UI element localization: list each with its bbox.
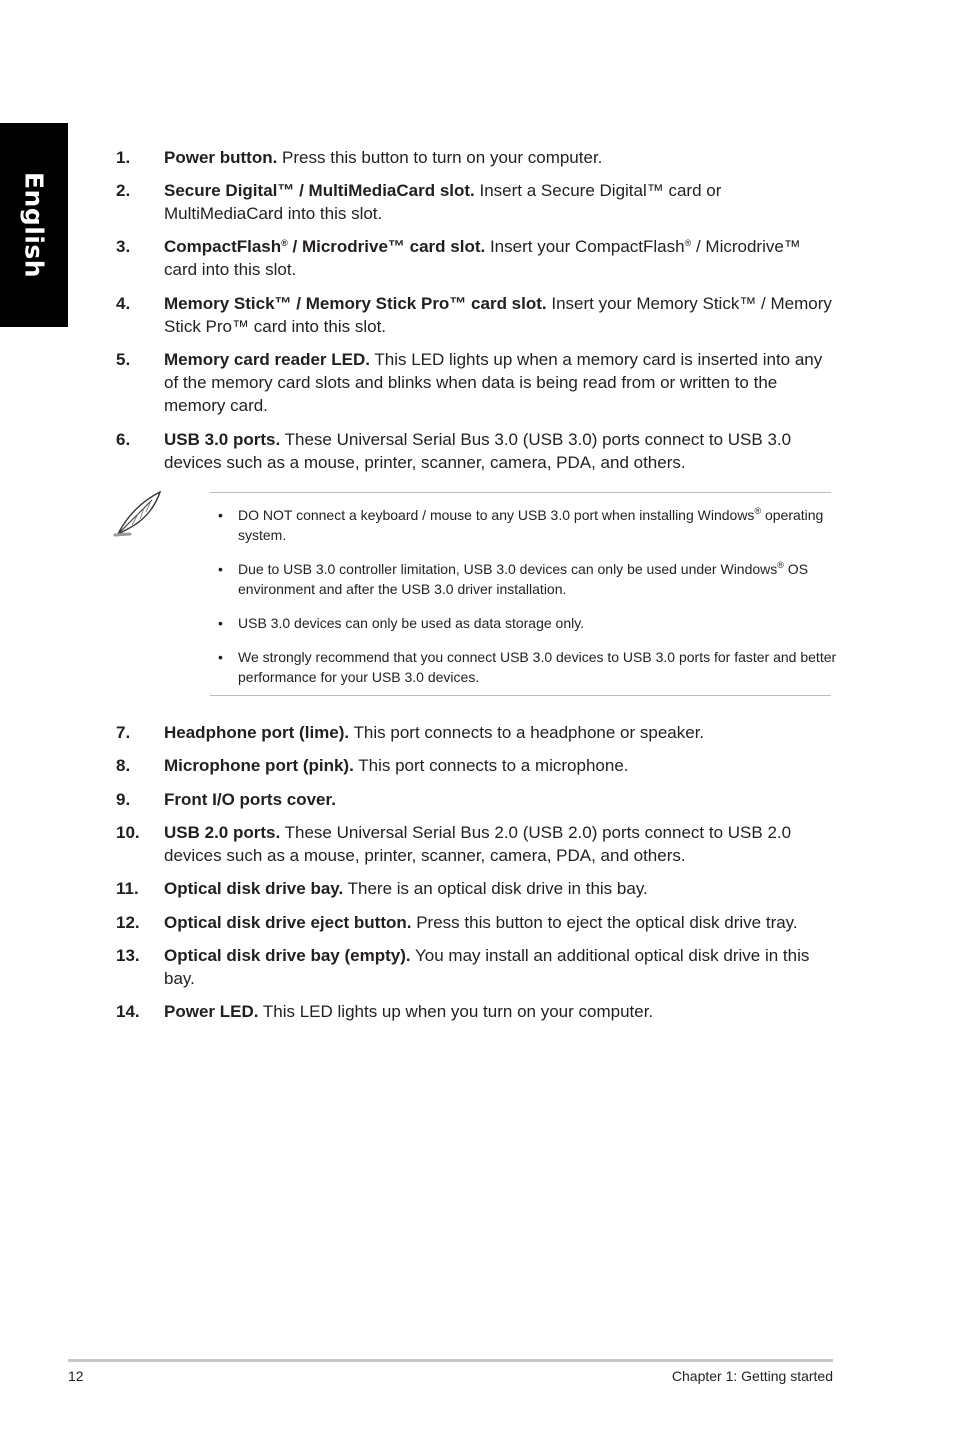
list-item: 13. Optical disk drive bay (empty). You may install an additional optical disk drive in this bay.	[116, 946, 810, 988]
list-item: 1. Power button. Press this button to turn on your computer.	[116, 148, 603, 167]
chapter-title: Chapter 1: Getting started	[671, 1368, 833, 1384]
list-item: 5. Memory card reader LED. This LED lights up when a memory card is inserted into any of the memory card slots and blinks when data is being read from or written to the memory card.	[116, 350, 823, 415]
list-item: 7. Headphone port (lime). This port connects to a headphone or speaker.	[116, 723, 705, 742]
list-item: 3. CompactFlash® / Microdrive™ card slot. Insert your CompactFlash® / Microdrive™ card into this slot.	[116, 237, 801, 279]
note-item: • DO NOT connect a keyboard / mouse to any USB 3.0 port when installing Windows® operating system.	[218, 506, 824, 543]
page-number: 12	[68, 1368, 84, 1384]
note-item: • Due to USB 3.0 controller limitation, USB 3.0 devices can only be used under Windows® OS environment and after the USB 3.0 driver installation.	[218, 560, 809, 597]
list-item: 2. Secure Digital™ / MultiMediaCard slot. Insert a Secure Digital™ card or MultiMediaCard into this slot.	[116, 181, 722, 223]
footer-divider	[68, 1359, 833, 1362]
usb3-note-box	[210, 492, 837, 696]
list-item: 11. Optical disk drive bay. There is an optical disk drive in this bay.	[116, 879, 648, 898]
note-item: • USB 3.0 devices can only be used as data storage only.	[218, 615, 585, 631]
list-item: 8. Microphone port (pink). This port connects to a microphone.	[116, 756, 629, 775]
note-item: • We strongly recommend that you connect USB 3.0 devices to USB 3.0 ports for faster and better performance for your USB 3.0 devices.	[218, 649, 837, 685]
language-tab-label: English	[19, 171, 49, 279]
list-item: 4. Memory Stick™ / Memory Stick Pro™ card slot. Insert your Memory Stick™ / Memory Stick Pro™ card into this slot.	[116, 294, 832, 336]
list-item: 12. Optical disk drive eject button. Press this button to eject the optical disk drive tray.	[116, 913, 798, 932]
list-item: 10. USB 2.0 ports. These Universal Serial Bus 2.0 (USB 2.0) ports connect to USB 2.0 devices such as a mouse, printer, scanner, camera, PDA, and others.	[116, 823, 792, 865]
list-item: 14. Power LED. This LED lights up when you turn on your computer.	[116, 1002, 654, 1021]
language-tab	[0, 123, 68, 327]
list-item: 6. USB 3.0 ports. These Universal Serial Bus 3.0 (USB 3.0) ports connect to USB 3.0 devices such as a mouse, printer, scanner, camera, PDA, and others.	[116, 430, 792, 472]
feather-pen-icon	[112, 488, 164, 540]
list-item: 9. Front I/O ports cover.	[116, 790, 336, 809]
